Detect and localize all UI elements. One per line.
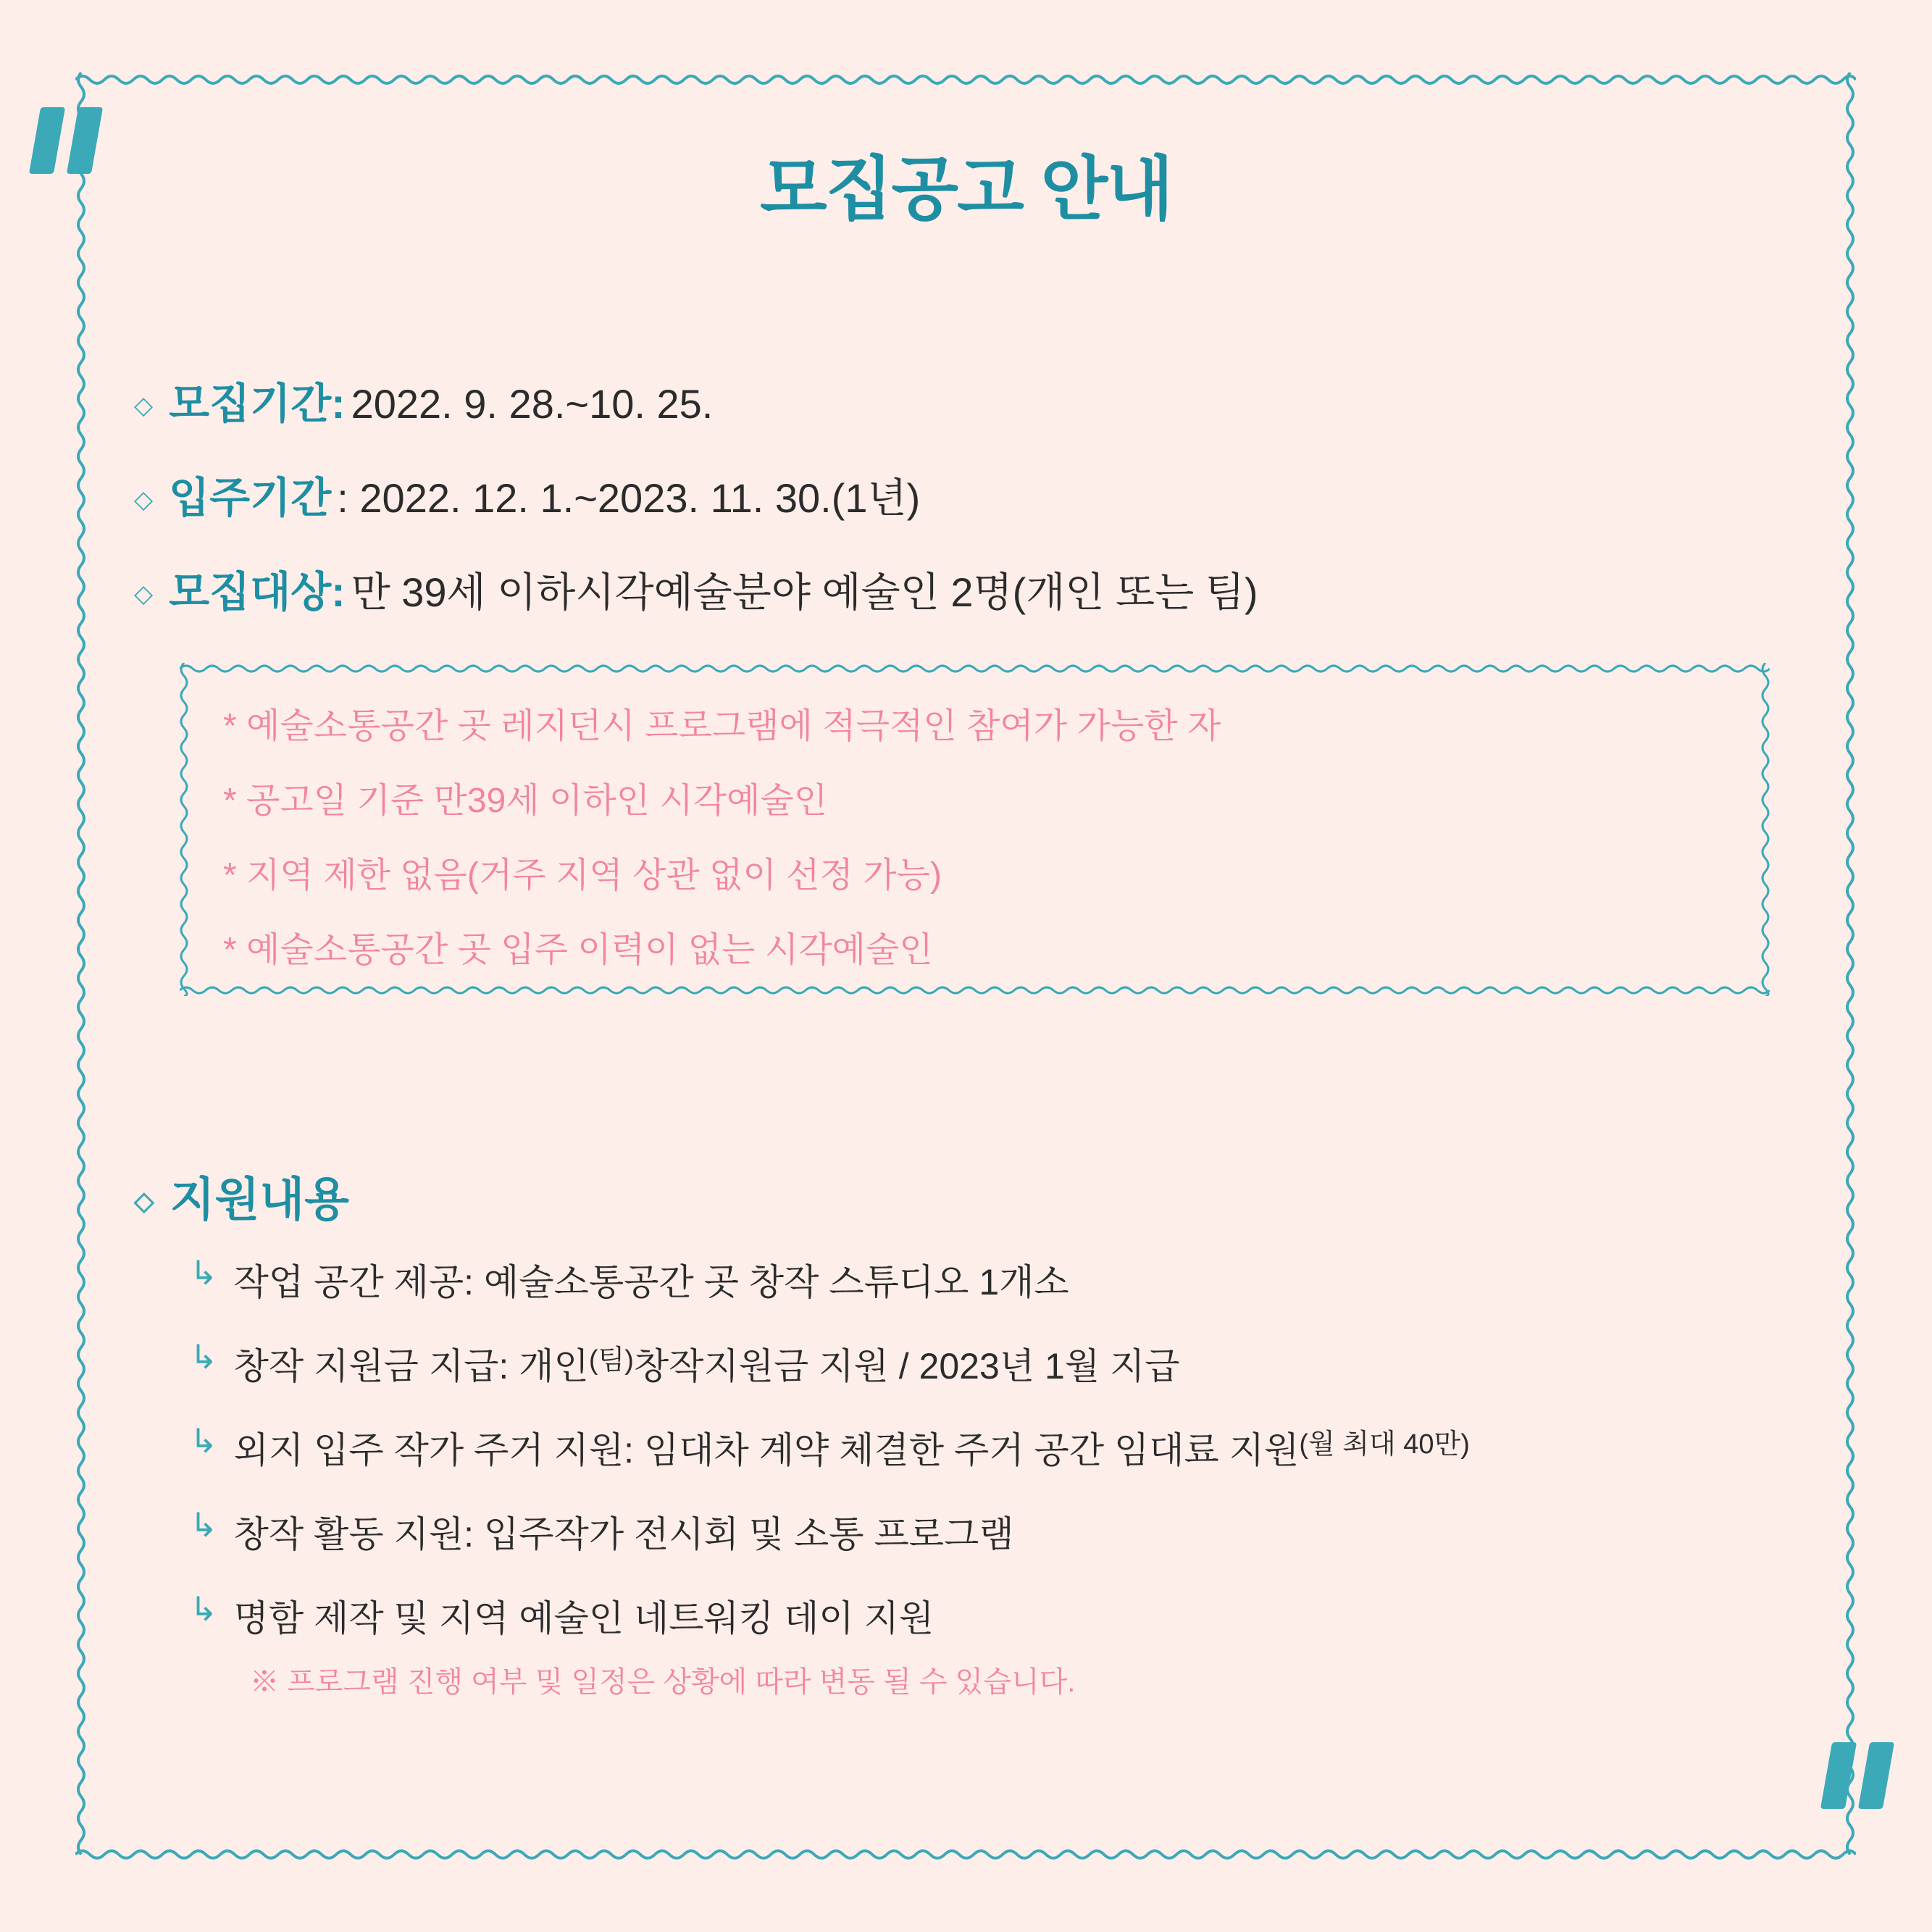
support-item-label: 명함 제작 및 지역 예술인 네트워킹 데이 지원 bbox=[233, 1598, 934, 1639]
arrow-bullet-icon: ↳ bbox=[190, 1506, 218, 1544]
support-footnote: ※ 프로그램 진행 여부 및 일정은 상황에 따라 변동 될 수 있습니다. bbox=[250, 1666, 1076, 1698]
info-label-recruit-period: 모집기간: bbox=[169, 380, 346, 427]
support-item-networking bbox=[190, 1589, 1820, 1642]
support-heading-label: 지원내용 bbox=[170, 1174, 349, 1226]
support-item-label: 외지 입주 작가 주거 지원: 임대차 계약 체결한 주거 공간 임대료 지원 bbox=[233, 1430, 1300, 1471]
diamond-bullet-icon: ◇ bbox=[134, 486, 154, 514]
note-line: * 예술소통공간 곳 입주 이력이 없는 시각예술인 bbox=[223, 931, 933, 969]
info-value-residency-period: : 2022. 12. 1.~2023. 11. 30. bbox=[337, 475, 832, 521]
info-label-residency-period: 입주기간 bbox=[169, 474, 332, 522]
support-item-housing bbox=[190, 1421, 1820, 1473]
close-quote-mark bbox=[1820, 1742, 1894, 1809]
note-line: * 지역 제한 없음(거주 지역 상관 없이 선정 가능) bbox=[223, 856, 942, 895]
support-item-label: 창작 지원금 지급: 개인 bbox=[233, 1346, 589, 1387]
support-item-grant bbox=[190, 1337, 1820, 1389]
support-item-label: 창작 활동 지원: 입주작가 전시회 및 소통 프로그램 bbox=[233, 1514, 1014, 1555]
quote-bar-3 bbox=[1820, 1742, 1857, 1809]
info-row-target bbox=[134, 558, 1800, 619]
info-label-target: 모집대상: bbox=[169, 569, 346, 616]
support-item-note-housing-cap: (월 최대 40만) bbox=[1299, 1429, 1470, 1460]
support-item-studio bbox=[190, 1253, 1820, 1305]
page-title: 모집공고 안내 bbox=[759, 151, 1173, 228]
support-item-label: 작업 공간 제공: 예술소통공간 곳 창작 스튜디오 1개소 bbox=[233, 1262, 1069, 1302]
arrow-bullet-icon: ↳ bbox=[190, 1338, 218, 1376]
arrow-bullet-icon: ↳ bbox=[190, 1254, 218, 1292]
info-row-recruit-period bbox=[134, 369, 1800, 430]
info-row-residency-period bbox=[134, 464, 1800, 524]
support-items-list bbox=[190, 1253, 1820, 1673]
eligibility-note-text bbox=[223, 698, 1741, 996]
eligibility-note-box bbox=[180, 663, 1770, 996]
diamond-bullet-icon: ◇ bbox=[134, 1186, 154, 1216]
support-item-activity bbox=[190, 1505, 1820, 1557]
note-line: * 예술소통공간 곳 레지던시 프로그램에 적극적인 참여가 가능한 자 bbox=[223, 707, 1221, 745]
arrow-bullet-icon: ↳ bbox=[190, 1422, 218, 1460]
quote-bar-4 bbox=[1858, 1742, 1894, 1809]
arrow-bullet-icon: ↳ bbox=[190, 1590, 218, 1628]
info-note-target-type: (개인 또는 팀) bbox=[1012, 569, 1258, 615]
diamond-bullet-icon: ◇ bbox=[134, 580, 154, 608]
info-note-residency-duration: (1년) bbox=[831, 475, 921, 521]
note-line: * 공고일 기준 만39세 이하인 시각예술인 bbox=[223, 782, 828, 820]
recruitment-info-list bbox=[134, 369, 1800, 652]
support-item-note-team: (팀) bbox=[588, 1345, 634, 1376]
info-value-target-age: 만 39세 이하 bbox=[351, 569, 576, 615]
support-section-heading bbox=[134, 1163, 349, 1229]
support-item-label-cont: 창작지원금 지원 / 2023년 1월 지급 bbox=[633, 1346, 1180, 1387]
diamond-bullet-icon: ◇ bbox=[134, 392, 154, 419]
info-value-target-field: 시각예술분야 예술인 2명 bbox=[575, 569, 1013, 615]
info-value-recruit-period: 2022. 9. 28.~10. 25. bbox=[351, 381, 714, 427]
